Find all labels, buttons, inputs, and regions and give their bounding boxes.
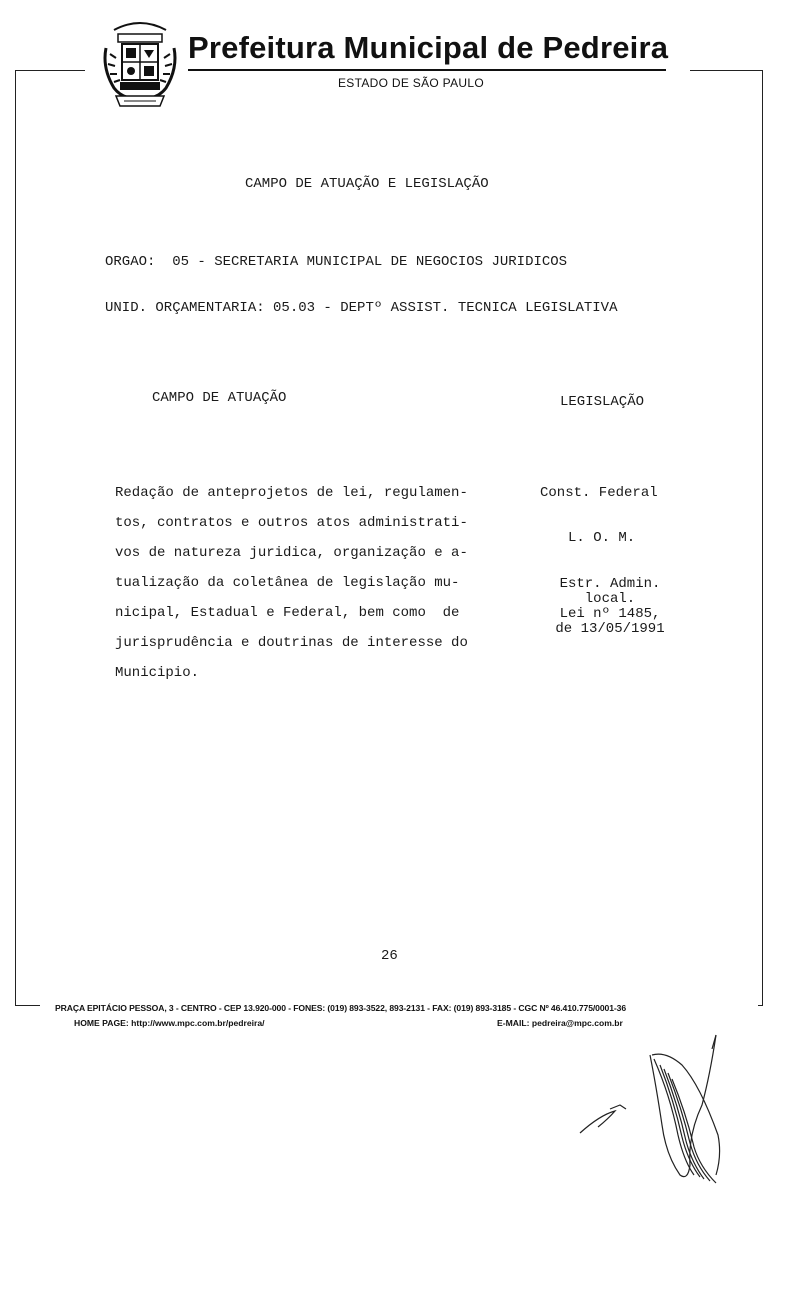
document-title: CAMPO DE ATUAÇÃO E LEGISLAÇÃO [245,176,489,192]
frame-top-right-rule [690,70,762,71]
handwritten-signature-icon [570,1025,740,1195]
header-subtitle: ESTADO DE SÃO PAULO [338,76,484,90]
body-line: tos, contratos e outros atos administrati- [115,515,468,531]
page-number: 26 [381,948,398,964]
body-line: Municipio. [115,665,200,681]
unidade-line: UNID. ORÇAMENTARIA: 05.03 - DEPTº ASSIST. TECNICA LEGISLATIVA [105,300,618,316]
footer-address: PRAÇA EPITÁCIO PESSOA, 3 - CENTRO - CEP 13.920-000 - FONES: (019) 893-3522, 893-2131 - FAX: (019) 893-3185 - CGC Nº 46.410.775/0001-36 [55,1003,627,1013]
orgao-line: ORGAO: 05 - SECRETARIA MUNICIPAL DE NEGOCIOS JURIDICOS [105,254,568,270]
legislacao-estatuto-line: Estr. Admin. [559,576,661,592]
body-line: tualização da coletânea de legislação mu- [115,575,460,591]
campo-description [115,484,468,694]
column-header-legislacao: LEGISLAÇÃO [560,394,645,410]
legislacao-estatuto-line: local. [584,591,636,607]
frame-top-left-rule [15,70,85,71]
body-line: Redação de anteprojetos de lei, regulamen- [115,485,468,501]
legislacao-const-federal: Const. Federal [540,485,658,501]
footer-homepage: HOME PAGE: http://www.mpc.com.br/pedreira/ [74,1018,265,1028]
footer-email: E-MAIL: pedreira@mpc.com.br [497,1018,623,1028]
column-header-campo: CAMPO DE ATUAÇÃO [152,390,287,406]
header-underline [188,69,666,71]
legislacao-estatuto-line: de 13/05/1991 [555,621,665,637]
legislacao-estatuto-line: Lei nº 1485, [559,606,661,622]
header-title: Prefeitura Municipal de Pedreira [188,30,669,65]
body-line: nicipal, Estadual e Federal, bem como de [115,605,460,621]
body-line: vos de natureza juridica, organização e a- [115,545,468,561]
legislacao-lom: L. O. M. [568,530,636,546]
municipal-crest-icon [100,18,180,110]
body-line: jurisprudência e doutrinas de interesse do [115,635,468,651]
legislacao-estatuto [550,577,670,637]
